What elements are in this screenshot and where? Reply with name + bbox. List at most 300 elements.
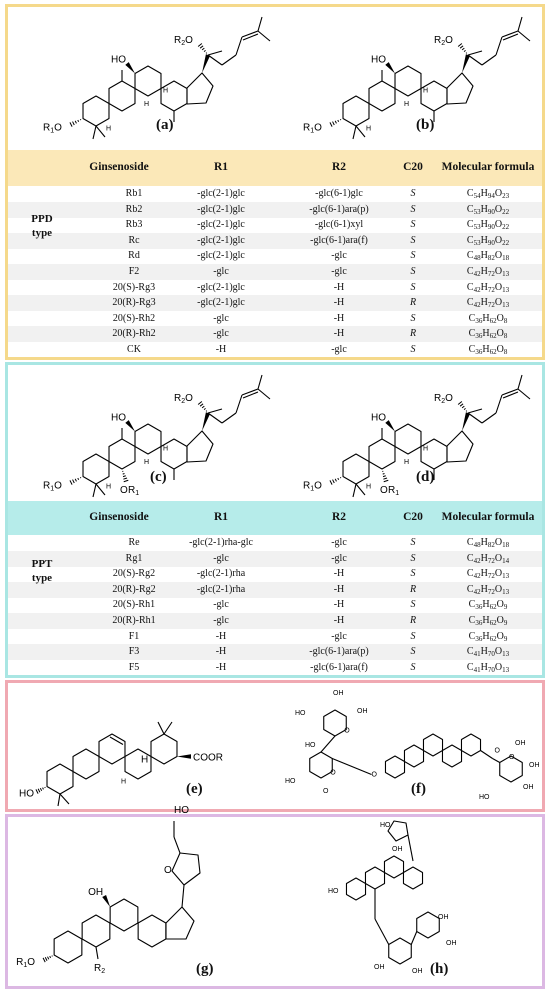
cell-formula: $C_{36}H_{62}O_8$	[468, 344, 508, 356]
r1-label: $R_1$	[388, 485, 400, 497]
c21-methyl	[468, 409, 482, 413]
ring-a	[343, 96, 369, 126]
ring-c	[110, 899, 138, 931]
cell-r2: -glc(6-1)ara(f)	[310, 661, 368, 673]
cell-r2: -H	[333, 297, 345, 309]
steroid-skeleton-b	[298, 7, 528, 152]
table-row	[8, 342, 542, 358]
h-label: H	[423, 87, 429, 95]
c20-oxygen-bond	[458, 402, 467, 412]
ring-d	[161, 81, 187, 111]
label-g: (g)	[196, 961, 214, 977]
bond	[481, 751, 493, 759]
ho-label: HO	[479, 794, 490, 801]
aglycone-ring-4	[442, 745, 461, 767]
ocotillol-glycoside-h	[308, 819, 543, 987]
o-label: O	[380, 485, 388, 496]
table-row	[8, 311, 542, 327]
cell-name: 20(S)-Rh2	[112, 312, 156, 324]
label-f: (f)	[411, 781, 426, 797]
o-label: O	[164, 865, 172, 876]
cell-formula: $C_{54}H_{94}O_{23}$	[466, 188, 510, 200]
r2o-label: $R_2O$	[434, 393, 453, 405]
ring-b	[109, 439, 135, 469]
double-bond	[503, 34, 518, 40]
cell-c20: R	[409, 297, 417, 309]
bond	[502, 389, 518, 395]
ring-d	[421, 439, 447, 469]
glucuronic-ring	[310, 752, 333, 778]
ppt-table-header	[8, 501, 542, 535]
double-bond	[243, 34, 258, 40]
cell-formula: $C_{48}H_{82}O_{18}$	[466, 537, 510, 549]
cell-r2: -glc	[331, 630, 347, 642]
cell-r2: -H	[333, 599, 345, 611]
gem-methyl	[356, 484, 365, 495]
table-row	[8, 535, 542, 551]
table-row	[8, 264, 542, 280]
table-row	[8, 644, 542, 660]
ho-label: HO	[371, 54, 387, 66]
terminal-methyl	[518, 17, 522, 31]
h-label: H	[144, 459, 150, 466]
ppt-table	[8, 501, 542, 677]
cell-r1: -glc	[213, 312, 229, 324]
structure-d	[298, 365, 528, 500]
h-label: H	[404, 101, 410, 108]
double-bond	[503, 392, 518, 398]
c17-c20-bond	[462, 412, 470, 431]
table-row	[8, 186, 542, 202]
c17-c20-bond	[462, 54, 470, 73]
h-label: H	[365, 483, 372, 491]
table-row	[8, 248, 542, 264]
ring-a	[54, 931, 82, 963]
cell-c20: S	[410, 661, 416, 673]
column-header-3: C20	[403, 511, 423, 523]
label-d: (d)	[416, 469, 435, 485]
h-label: H	[144, 101, 150, 108]
h-label: H	[365, 125, 372, 133]
cell-formula: $C_{42}H_{72}O_{13}$	[466, 583, 510, 596]
terminal-methyl	[518, 31, 530, 41]
gem-methyl	[93, 126, 96, 139]
cell-r2: -glc(6-1)ara(f)	[310, 234, 368, 246]
structure-g	[16, 805, 270, 987]
bond	[321, 736, 335, 752]
cell-name: 20(R)-Rg3	[112, 297, 156, 309]
cell-r1: -glc	[213, 266, 229, 277]
cell-r1: -glc	[213, 328, 229, 340]
ppd-table-header	[8, 150, 542, 186]
label-b: (b)	[416, 117, 435, 133]
cell-c20: R	[409, 583, 417, 595]
cell-c20: S	[410, 266, 416, 277]
bond	[468, 413, 482, 423]
bond	[468, 55, 482, 65]
label-a: (a)	[156, 117, 174, 133]
cell-r1: -glc(2-1)glc	[197, 219, 245, 231]
cell-formula: $C_{36}H_{62}O_8$	[468, 328, 508, 341]
cell-name: F1	[128, 630, 140, 642]
cell-c20: S	[410, 188, 416, 199]
table-row	[8, 629, 542, 645]
gem-methyl	[158, 722, 164, 734]
cell-name: Rc	[128, 234, 140, 246]
bond	[242, 389, 258, 395]
cell-r2: -H	[333, 328, 345, 340]
cell-r1: -glc(2-1)rha	[196, 568, 246, 580]
cell-c20: S	[410, 250, 416, 262]
r2-label: $R_2$	[94, 963, 106, 975]
o-label: O	[371, 771, 377, 779]
oxolane-ring	[172, 853, 200, 885]
bond	[411, 932, 416, 945]
cell-r2: -glc	[331, 552, 347, 564]
oleanane-glycoside-f	[273, 685, 543, 811]
ho-label: HO	[111, 412, 127, 424]
cell-c20: S	[410, 630, 416, 642]
cell-formula: $C_{53}H_{90}O_{22}$	[466, 203, 510, 216]
ring-b	[109, 81, 135, 111]
cell-r1: -glc	[213, 615, 229, 626]
ring-c	[384, 856, 403, 878]
terminal-methyl	[518, 375, 522, 389]
table-row	[8, 280, 542, 296]
ring-b	[369, 81, 395, 111]
cell-r1: -glc(2-1)glc	[197, 234, 245, 246]
ring-e	[166, 907, 194, 939]
cell-c20: R	[409, 615, 417, 626]
cell-r1: -glc(2-1)glc	[197, 250, 245, 262]
column-header-4: Molecular formula	[441, 161, 535, 173]
ring-b	[365, 867, 384, 889]
table-row	[8, 551, 542, 567]
cell-r1: -glc	[213, 599, 229, 611]
aglycone-ring-5	[461, 734, 480, 756]
cell-c20: S	[410, 599, 416, 611]
cell-formula: $C_{48}H_{82}O_{18}$	[466, 250, 510, 263]
table-row	[8, 202, 542, 218]
cell-name: 20(S)-Rg3	[112, 281, 156, 293]
bond	[482, 55, 496, 65]
bond	[208, 55, 222, 65]
terminal-methyl	[258, 375, 262, 389]
cell-name: 20(S)-Rg2	[112, 568, 156, 580]
o-label: O	[494, 747, 500, 755]
double-bond	[243, 392, 258, 398]
oh-label: OH	[446, 940, 457, 947]
gem-methyl	[353, 126, 356, 139]
cell-name: F3	[128, 646, 140, 658]
column-header-1: R1	[213, 511, 229, 523]
ocotillol-panel	[5, 805, 545, 989]
r2o-label: $R_2O$	[174, 35, 193, 47]
o-label: O	[509, 754, 515, 761]
table-row	[8, 326, 542, 342]
ring-e	[187, 431, 213, 462]
table-row	[8, 597, 542, 613]
terminal-methyl	[258, 31, 270, 41]
cell-r2: -glc(6-1)ara(p)	[309, 646, 369, 658]
cell-r2: -H	[333, 312, 345, 324]
ring-a	[83, 96, 109, 126]
cell-formula: $C_{41}H_{70}O_{13}$	[466, 646, 510, 659]
column-header-0: Ginsenoside	[89, 511, 149, 523]
ppd-type-label: PPD type	[31, 213, 53, 239]
cell-c20: S	[410, 219, 416, 231]
c3-oxygen-bond	[330, 477, 341, 484]
cell-formula: $C_{42}H_{72}O_{13}$	[466, 281, 510, 294]
table-row	[8, 233, 542, 249]
c17-c20-bond	[202, 412, 210, 431]
cell-r1: -glc	[213, 552, 229, 564]
h-label: H	[404, 459, 410, 466]
c6-oxygen-bond	[382, 471, 388, 482]
c21-methyl	[208, 409, 222, 413]
r1o-label: $R_1O$	[43, 122, 62, 135]
ppd-table	[8, 150, 542, 357]
c20-oxygen-bond	[458, 44, 467, 54]
ho-label: HO	[371, 412, 387, 424]
aglycone-ring-1	[385, 756, 404, 778]
bond	[502, 31, 518, 37]
cell-r2: -glc(6-1)glc	[315, 188, 363, 199]
cell-name: 20(R)-Rg2	[112, 583, 156, 595]
ring-e	[447, 431, 473, 462]
r1-label: $R_1$	[128, 485, 140, 497]
oh-label: OH	[438, 914, 449, 921]
cell-r2: -glc(6-1)xyl	[314, 219, 364, 231]
table-row	[8, 295, 542, 311]
o-label: O	[330, 769, 336, 777]
ring-2	[73, 749, 99, 779]
bond	[208, 413, 222, 423]
cell-r1: -H	[215, 646, 227, 658]
cell-c20: S	[410, 344, 416, 355]
cell-c20: S	[410, 552, 416, 564]
ring-1	[47, 764, 73, 794]
ring-b	[369, 439, 395, 469]
gem-methyl	[93, 484, 96, 497]
o-label: O	[344, 727, 350, 735]
ppt-panel	[5, 362, 545, 678]
h-label: H	[105, 125, 112, 133]
cell-name: CK	[127, 344, 141, 355]
c3-oh-bond	[36, 787, 45, 794]
cell-r2: -glc	[331, 250, 347, 262]
ring-e	[187, 73, 213, 104]
coor-label: COOR	[192, 752, 223, 764]
ring-c	[395, 424, 421, 454]
r1o-label: $R_1O$	[16, 957, 36, 969]
h-label: H	[163, 87, 169, 95]
ring-c	[395, 66, 421, 96]
r2o-label: $R_2O$	[174, 393, 193, 405]
cell-name: Rb2	[125, 203, 143, 215]
column-header-2: R2	[331, 511, 347, 523]
cell-c20: S	[410, 281, 416, 293]
table-row	[8, 582, 542, 598]
gem-methyl	[96, 484, 105, 495]
double-bond	[110, 737, 123, 745]
bond	[236, 37, 242, 55]
cell-r2: -H	[333, 615, 345, 626]
cell-r1: -glc(2-1)glc	[197, 281, 245, 293]
cell-name: 20(R)-Rh1	[112, 615, 156, 626]
c12-oh-bond	[102, 895, 110, 907]
cell-r1: -glc(2-1)rha-glc	[189, 537, 253, 548]
bond	[332, 759, 371, 775]
cell-r2: -H	[333, 583, 345, 595]
o-label: O	[120, 485, 128, 496]
label-e: (e)	[186, 781, 203, 797]
ho-label: HO	[19, 788, 35, 800]
ppd-panel	[5, 4, 545, 360]
r1o-label: $R_1O$	[303, 122, 322, 135]
cell-name: Rd	[128, 250, 140, 262]
c3-oxygen-bond	[330, 119, 341, 126]
column-header-4: Molecular formula	[441, 511, 535, 523]
structure-b	[298, 7, 528, 152]
c17-c20-bond	[182, 885, 184, 907]
terminal-methyl	[258, 17, 262, 31]
c12-oh-bond	[125, 420, 135, 431]
cell-c20: S	[410, 312, 416, 324]
column-header-1: R1	[213, 161, 229, 173]
side-chain	[174, 837, 180, 853]
oh-label: OH	[529, 762, 540, 769]
bond	[496, 37, 502, 55]
cell-c20: S	[410, 203, 416, 215]
column-header-2: R2	[331, 161, 347, 173]
cooh-bond	[177, 754, 191, 758]
c21-methyl	[208, 51, 222, 55]
ring-d	[138, 915, 166, 947]
bond	[222, 413, 236, 423]
oh-label: OH	[412, 968, 423, 975]
cell-formula: $C_{42}H_{72}O_{13}$	[466, 568, 510, 581]
cell-formula: $C_{42}H_{72}O_{14}$	[466, 552, 510, 565]
cell-formula: $C_{53}H_{90}O_{22}$	[466, 219, 510, 232]
c12-oh-bond	[125, 62, 135, 73]
cell-name: F2	[128, 266, 140, 277]
h-label: H	[121, 778, 127, 786]
ho-label: HO	[174, 805, 189, 816]
h-label: H	[423, 445, 429, 453]
cell-r2: -H	[333, 281, 345, 293]
cell-name: Rb1	[125, 188, 143, 199]
cell-formula: $C_{42}H_{72}O_{13}$	[466, 266, 510, 278]
ho-label: HO	[111, 54, 127, 66]
oh-label: OH	[392, 846, 403, 853]
ring-a	[83, 454, 109, 484]
gem-methyl	[96, 126, 105, 137]
gem-methyl	[60, 794, 69, 804]
gem-methyl	[353, 484, 356, 497]
bond	[236, 395, 242, 413]
table-row	[8, 613, 542, 629]
oh-label: OH	[333, 690, 344, 697]
cell-c20: S	[410, 234, 416, 246]
ring-a	[343, 454, 369, 484]
cell-formula: $C_{36}H_{62}O_9$	[468, 599, 508, 612]
cell-r1: -H	[215, 661, 227, 673]
cell-c20: R	[409, 328, 417, 340]
column-header-3: C20	[403, 161, 423, 173]
cell-name: Re	[128, 537, 140, 548]
ho-label: HO	[305, 742, 316, 749]
c12-oh-bond	[385, 420, 395, 431]
cell-c20: S	[410, 646, 416, 658]
cell-r1: -H	[215, 344, 227, 355]
label-c: (c)	[150, 469, 167, 485]
h-label: H	[141, 754, 149, 766]
cell-formula: $C_{36}H_{62}O_9$	[468, 630, 508, 643]
glucose-ring	[324, 710, 347, 736]
ring-c	[135, 424, 161, 454]
glucose-ring	[389, 938, 412, 964]
gem-methyl	[356, 126, 365, 137]
c6-bond	[96, 947, 98, 959]
cell-c20: S	[410, 568, 416, 580]
ring-5	[151, 734, 177, 764]
oxolane-ring	[388, 821, 408, 841]
ring-b	[82, 915, 110, 947]
cell-r2: -glc	[331, 537, 347, 548]
ppt-type-label: PPT type	[31, 558, 53, 584]
ocotillol-skeleton-g	[16, 805, 270, 987]
cell-r2: -glc	[331, 266, 347, 277]
c20-oxygen-bond	[198, 402, 207, 412]
structure-c	[38, 365, 268, 500]
h-label: H	[105, 483, 112, 491]
cell-formula: $C_{53}H_{90}O_{22}$	[466, 234, 510, 247]
aglycone-ring-2	[404, 745, 423, 767]
cell-r1: -glc(2-1)glc	[197, 188, 245, 199]
cell-r2: -H	[333, 568, 345, 580]
ring-e	[447, 73, 473, 104]
ho-label: HO	[328, 888, 339, 895]
structure-f	[273, 685, 543, 811]
bond	[482, 413, 496, 423]
steroid-skeleton-a	[38, 7, 268, 152]
cell-c20: S	[410, 537, 416, 548]
structure-h	[308, 819, 543, 987]
bond	[496, 395, 502, 413]
ring-a	[346, 878, 365, 900]
cell-name: 20(S)-Rh1	[112, 599, 156, 611]
oleanane-skeleton-e	[18, 687, 268, 809]
cell-formula: $C_{36}H_{62}O_8$	[468, 312, 508, 325]
cell-name: 20(R)-Rh2	[112, 328, 156, 340]
rhamnose-ring	[417, 912, 440, 938]
c6-oxygen-bond	[122, 471, 128, 482]
cell-r1: -glc(2-1)glc	[197, 297, 245, 309]
cell-r2: -glc	[331, 344, 347, 355]
table-row	[8, 566, 542, 582]
table-row	[8, 660, 542, 676]
table-row	[8, 217, 542, 233]
oh-label: OH	[357, 708, 368, 715]
ring-d	[161, 439, 187, 469]
c3-oxygen-bond	[70, 119, 81, 126]
cell-formula: $C_{41}H_{70}O_{13}$	[466, 661, 510, 674]
column-header-0: Ginsenoside	[89, 161, 149, 173]
cell-name: F5	[128, 661, 140, 673]
c3-oxygen-bond	[43, 956, 52, 963]
c20-oxygen-bond	[198, 44, 207, 54]
